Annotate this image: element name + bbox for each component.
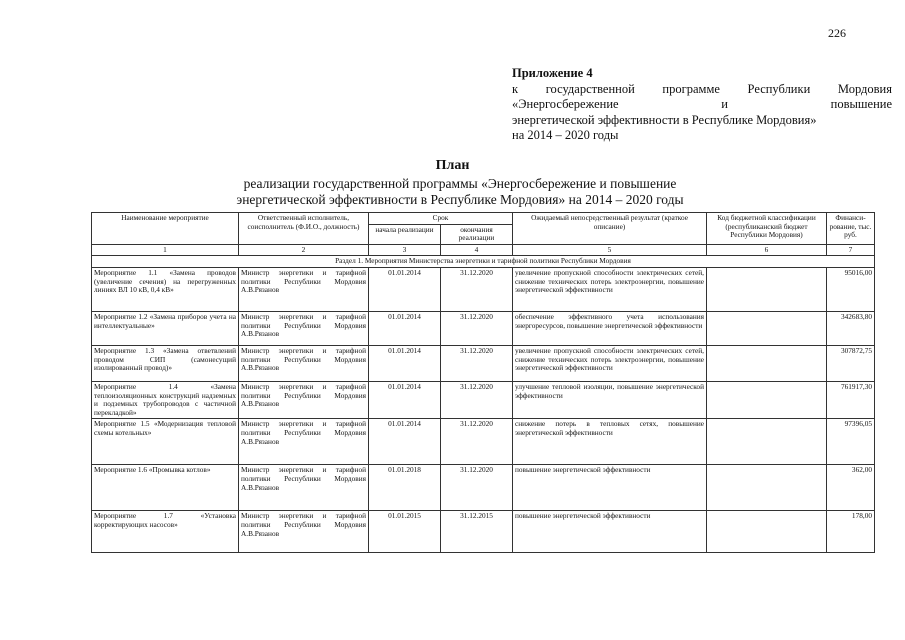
column-number: 3 [369, 244, 441, 256]
section-title: Раздел 1. Мероприятия Министерства энергетики и тарифной политики Республики Мордовия [92, 256, 875, 268]
expected-result-cell: увеличение пропускной способности электрических сетей, снижение технических потерь электроэнергии, повышение энергетической эффективности [513, 267, 707, 311]
budget-code-cell [707, 311, 827, 345]
activity-name-cell: Мероприятие 1.3 «Замена ответвлений проводом СИП (самонесущий изолированный провод)» [92, 345, 239, 381]
responsible-cell: Министр энергетики и тарифной политики Республики Мордовия А.В.Рязанов [239, 511, 369, 553]
activity-name-cell: Мероприятие 1.4 «Замена теплоизоляционных конструкций надземных и подземных трубопроводов с частичной перекладкой» [92, 381, 239, 418]
appendix-line-2: «Энергосбережение и повышение [512, 97, 892, 111]
end-date-cell: 31.12.2020 [441, 465, 513, 511]
plan-title: План [435, 158, 470, 173]
activity-name-cell: Мероприятие 1.2 «Замена приборов учета на интеллектуальные» [92, 311, 239, 345]
appendix-line-1: к государственной программе Республики Мордовия [512, 81, 892, 96]
header-start: начала реализации [369, 224, 441, 244]
financing-amount-cell: 178,00 [827, 511, 875, 553]
financing-amount-cell: 342683,80 [827, 311, 875, 345]
plan-subtitle-line-1: реализации государственной программы «Энергосбережение и повышение [243, 176, 677, 191]
column-number: 7 [827, 244, 875, 256]
start-date-cell: 01.01.2015 [369, 511, 441, 553]
table-row [92, 267, 875, 311]
financing-amount-cell: 95016,00 [827, 267, 875, 311]
activity-name-cell: Мероприятие 1.6 «Промывка котлов» [92, 465, 239, 511]
start-date-cell: 01.01.2014 [369, 311, 441, 345]
page-number: 226 [828, 26, 846, 40]
responsible-cell: Министр энергетики и тарифной политики Республики Мордовия А.В.Рязанов [239, 311, 369, 345]
end-date-cell: 31.12.2020 [441, 381, 513, 418]
expected-result-cell: снижение потерь в тепловых сетях, повышение энергетической эффективности [513, 419, 707, 465]
header-term: Срок [369, 213, 513, 225]
end-date-cell: 31.12.2020 [441, 419, 513, 465]
table-row [92, 419, 875, 465]
budget-code-cell [707, 419, 827, 465]
end-date-cell: 31.12.2020 [441, 345, 513, 381]
end-date-cell: 31.12.2020 [441, 267, 513, 311]
activity-name-cell: Мероприятие 1.1 «Замена проводов (увеличение сечения) на перегруженных линиях ВЛ 10 кВ, 0,4 кВ» [92, 267, 239, 311]
table-row [92, 465, 875, 511]
end-date-cell: 31.12.2015 [441, 511, 513, 553]
appendix-line-3: энергетической эффективности в Республике Мордовия» [512, 112, 817, 127]
financing-amount-cell: 362,00 [827, 465, 875, 511]
table-row [92, 511, 875, 553]
end-date-cell: 31.12.2020 [441, 311, 513, 345]
table-row [92, 311, 875, 345]
start-date-cell: 01.01.2014 [369, 345, 441, 381]
column-number: 4 [441, 244, 513, 256]
expected-result-cell: улучшение тепловой изоляции, повышение энергетической эффективности [513, 381, 707, 418]
budget-code-cell [707, 511, 827, 553]
header-budget-code: Код бюджетной классификации (республиканский бюджет Республики Мордовия) [707, 213, 827, 245]
table-row [92, 381, 875, 418]
expected-result-cell: повышение энергетической эффективности [513, 465, 707, 511]
budget-code-cell [707, 345, 827, 381]
responsible-cell: Министр энергетики и тарифной политики Республики Мордовия А.В.Рязанов [239, 381, 369, 418]
financing-amount-cell: 307872,75 [827, 345, 875, 381]
start-date-cell: 01.01.2018 [369, 465, 441, 511]
responsible-cell: Министр энергетики и тарифной политики Республики Мордовия А.В.Рязанов [239, 465, 369, 511]
table-row [92, 345, 875, 381]
header-financing: Финанси-рование, тыс. руб. [827, 213, 875, 245]
expected-result-cell: увеличение пропускной способности электрических сетей, снижение технических потерь электроэнергии, повышение энергетической эффективности [513, 345, 707, 381]
start-date-cell: 01.01.2014 [369, 419, 441, 465]
plan-subtitle [180, 176, 740, 208]
column-number: 1 [92, 244, 239, 256]
responsible-cell: Министр энергетики и тарифной политики Республики Мордовия А.В.Рязанов [239, 419, 369, 465]
expected-result-cell: повышение энергетической эффективности [513, 511, 707, 553]
header-name: Наименование мероприятие [92, 213, 239, 245]
appendix-line-4: на 2014 – 2020 годы [512, 128, 619, 142]
responsible-cell: Министр энергетики и тарифной политики Республики Мордовия А.В.Рязанов [239, 345, 369, 381]
plan-table [91, 212, 875, 553]
activity-name-cell: Мероприятие 1.5 «Модернизация тепловой схемы котельных» [92, 419, 239, 465]
budget-code-cell [707, 465, 827, 511]
header-result: Ожидаемый непосредственный результат (краткое описание) [513, 213, 707, 245]
budget-code-cell [707, 267, 827, 311]
financing-amount-cell: 97396,05 [827, 419, 875, 465]
activity-name-cell: Мероприятие 1.7 «Установка корректирующих насосов» [92, 511, 239, 553]
expected-result-cell: обеспечение эффективного учета использования энергоресурсов, повышение энергетической эффективности [513, 311, 707, 345]
column-number: 2 [239, 244, 369, 256]
header-responsible: Ответственный исполнитель, соисполнитель (Ф.И.О., должность) [239, 213, 369, 245]
budget-code-cell [707, 381, 827, 418]
start-date-cell: 01.01.2014 [369, 267, 441, 311]
plan-subtitle-line-2: энергетической эффективности в Республике Мордовия» на 2014 – 2020 годы [236, 192, 684, 207]
start-date-cell: 01.01.2014 [369, 381, 441, 418]
appendix-title: Приложение 4 [512, 66, 593, 80]
column-number: 5 [513, 244, 707, 256]
appendix-block [512, 66, 892, 144]
header-end: окончания реализации [441, 224, 513, 244]
responsible-cell: Министр энергетики и тарифной политики Республики Мордовия А.В.Рязанов [239, 267, 369, 311]
financing-amount-cell: 761917,30 [827, 381, 875, 418]
column-number: 6 [707, 244, 827, 256]
